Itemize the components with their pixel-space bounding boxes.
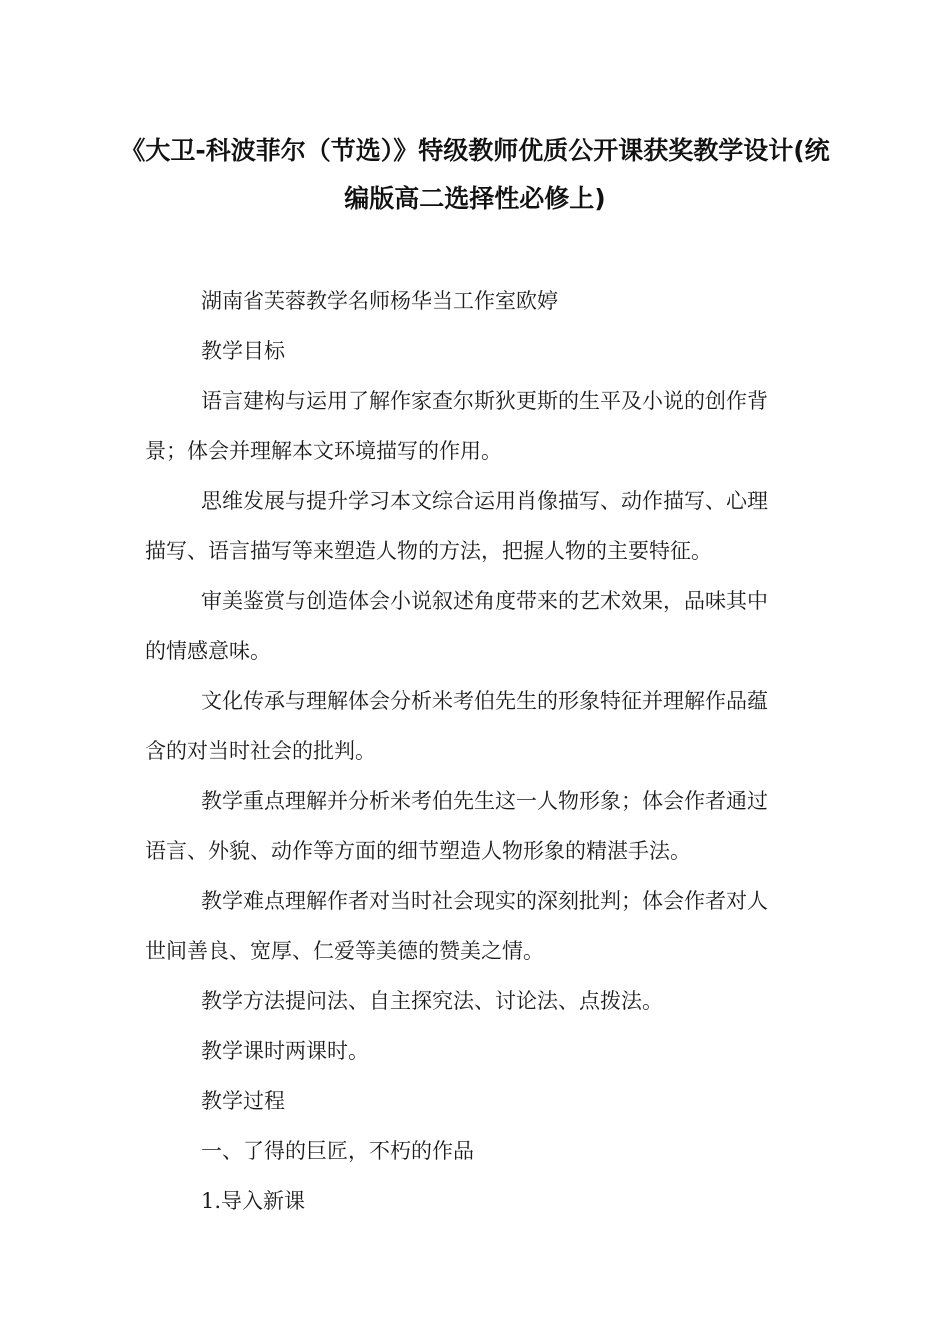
- teaching-methods: 教学方法提问法、自主探究法、讨论法、点拨法。: [201, 989, 663, 1013]
- process-heading: 教学过程: [201, 1089, 285, 1113]
- subsection-one-heading: 1.导入新课: [201, 1189, 306, 1213]
- section-one-heading: 一、了得的巨匠，不朽的作品: [201, 1139, 474, 1163]
- language-objective-line-1: 语言建构与运用了解作家查尔斯狄更斯的生平及小说的创作背: [201, 389, 768, 413]
- aesthetic-objective-line-2: 的情感意味。: [145, 639, 271, 663]
- teaching-focus-line-2: 语言、外貌、动作等方面的细节塑造人物形象的精湛手法。: [145, 839, 691, 863]
- culture-objective-line-1: 文化传承与理解体会分析米考伯先生的形象特征并理解作品蕴: [201, 689, 768, 713]
- teaching-focus-line-1: 教学重点理解并分析米考伯先生这一人物形象；体会作者通过: [201, 789, 768, 813]
- document-title-line-1: 《大卫-科波菲尔（节选）》特级教师优质公开课获奖教学设计(统: [120, 136, 830, 165]
- teaching-difficulty-line-1: 教学难点理解作者对当时社会现实的深刻批判；体会作者对人: [201, 889, 768, 913]
- language-objective-line-2: 景；体会并理解本文环境描写的作用。: [145, 439, 502, 463]
- objectives-heading: 教学目标: [201, 339, 285, 363]
- document-title-line-2: 编版高二选择性必修上): [344, 184, 606, 213]
- teaching-difficulty-line-2: 世间善良、宽厚、仁爱等美德的赞美之情。: [145, 939, 544, 963]
- thinking-objective-line-1: 思维发展与提升学习本文综合运用肖像描写、动作描写、心理: [201, 489, 768, 513]
- author-line: 湖南省芙蓉教学名师杨华当工作室欧婷: [201, 289, 558, 313]
- thinking-objective-line-2: 描写、语言描写等来塑造人物的方法，把握人物的主要特征。: [145, 539, 712, 563]
- culture-objective-line-2: 含的对当时社会的批判。: [145, 739, 376, 763]
- document-body: [145, 276, 805, 1226]
- aesthetic-objective-line-1: 审美鉴赏与创造体会小说叙述角度带来的艺术效果，品味其中: [201, 589, 768, 613]
- teaching-hours: 教学课时两课时。: [201, 1039, 369, 1063]
